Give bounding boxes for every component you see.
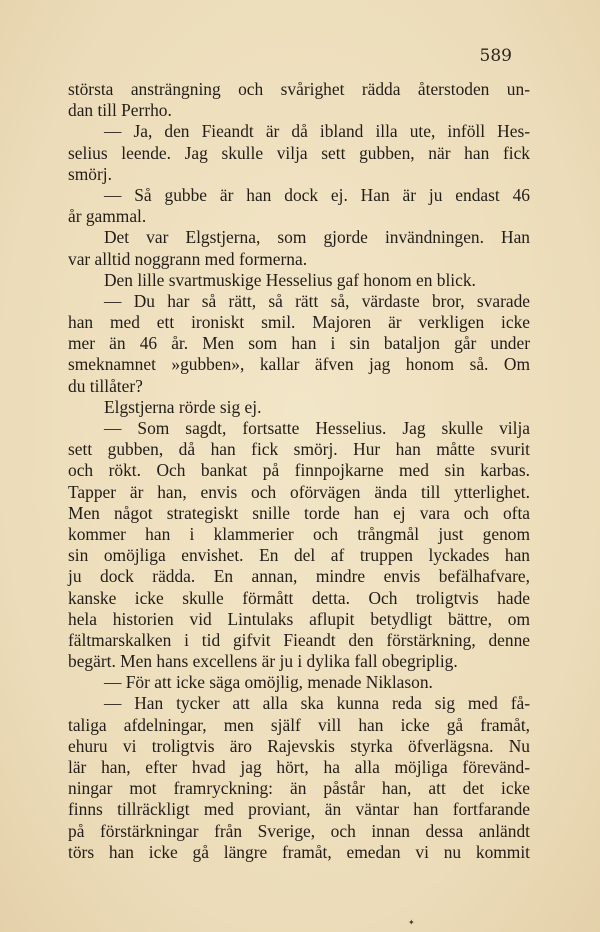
text-line: Elgstjerna rörde sig ej. <box>104 396 262 417</box>
text-line: du tillåter? <box>68 375 143 396</box>
text-line: på förstärkningar från Sverige, och innan dessa anländt <box>68 820 530 841</box>
text-line: smeknamnet »gubben», kallar äfven jag honom så. Om <box>68 354 530 375</box>
text-line: — Som sagdt, fortsatte Hesselius. Jag skulle vilja <box>104 418 530 438</box>
text-line: kommer han i klammerier och trångmål just genom <box>68 523 530 544</box>
text-line: sin omöjliga envishet. En del af truppen lyckades han <box>68 545 530 566</box>
text-line: Den lille svartmuskige Hesselius gaf honom en blick. <box>104 269 476 290</box>
text-line: ehuru vi troligtvis äro Rajevskis styrka öfverlägsna. Nu <box>68 735 530 756</box>
text-line: Tapper är han, envis och oförvägen ända till ytterlighet. <box>68 481 530 502</box>
page-number: 589 <box>479 46 512 66</box>
text-line: — Du har så rätt, så rätt så, värdaste bror, svarade <box>104 290 530 311</box>
text-line: sett gubben, då han fick smörj. Hur han måtte svurit <box>68 439 530 460</box>
text-line: — Ja, den Fieandt är då ibland illa ute, inföll Hes- <box>104 121 530 142</box>
text-line: — Så gubbe är han dock ej. Han är ju endast 46 <box>104 184 530 205</box>
text-line: år gammal. <box>68 206 147 227</box>
text-line: och rökt. Och bankat på finnpojkarne med sin karbas. <box>68 460 530 481</box>
text-line: lär han, efter hvad jag hört, ha alla möjliga förevänd- <box>68 757 530 777</box>
text-line: selius leende. Jag skulle vilja sett gubben, när han fick <box>68 142 530 163</box>
body-text <box>68 79 530 863</box>
text-line: ningar mot framryckning: än påstår han, att det icke <box>68 778 530 799</box>
text-line: kanske icke skulle förmått detta. Och troligtvis hade <box>68 587 530 608</box>
text-line: största ansträngning och svårighet rädda återstoden un- <box>68 79 530 99</box>
text-line: begärt. Men hans excellens är ju i dylika fall obegriplig. <box>68 651 458 672</box>
text-line: ju dock rädda. En annan, mindre envis befälhafvare, <box>68 566 530 587</box>
text-line: dan till Perrho. <box>68 100 172 121</box>
text-line: var alltid noggrann med formerna. <box>68 248 308 269</box>
text-line: han med ett ironiskt smil. Majoren är verkligen icke <box>68 312 530 333</box>
text-line: Men något strategiskt snille torde han ej vara och ofta <box>68 502 530 523</box>
text-line: — Han tycker att alla ska kunna reda sig med få- <box>104 693 530 714</box>
text-line: finns tillräckligt med proviant, än väntar han fortfarande <box>68 799 530 820</box>
text-line: smörj. <box>68 163 112 184</box>
text-line: hela historien vid Lintulaks aflupit betydligt bättre, om <box>68 608 530 629</box>
ink-speck: ✦ <box>408 918 415 927</box>
text-line: Det var Elgstjerna, som gjorde invändningen. Han <box>104 227 530 248</box>
text-line: taliga afdelningar, men själf vill han icke gå framåt, <box>68 714 530 735</box>
text-line: fältmarskalken i tid gifvit Fieandt den förstärkning, denne <box>68 629 530 650</box>
text-line: — För att icke säga omöjlig, menade Niklason. <box>104 672 433 693</box>
text-line: törs han icke gå längre framåt, emedan vi nu kommit <box>68 841 530 862</box>
text-line: mer än 46 år. Men som han i sin bataljon går under <box>68 333 530 354</box>
